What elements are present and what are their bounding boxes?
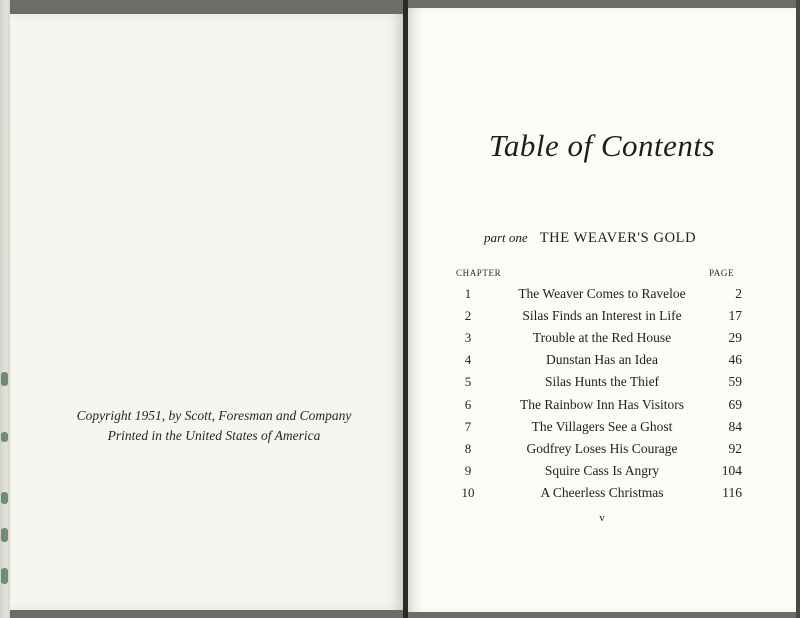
chapter-number: 1 (464, 286, 472, 301)
chapter-title: Squire Cass Is Angry (544, 463, 660, 478)
part-heading (484, 229, 696, 247)
chapter-page: 17 (728, 308, 742, 323)
part-name: THE WEAVER'S GOLD (539, 230, 697, 246)
chapter-title: The Villagers See a Ghost (531, 419, 673, 434)
chapter-page: 29 (728, 330, 742, 345)
toc-row (408, 286, 796, 308)
toc-row (408, 308, 796, 330)
chapter-page: 59 (728, 374, 742, 389)
chapter-title: Silas Hunts the Thief (544, 374, 660, 389)
toc-row (408, 485, 796, 507)
chapter-title: Dunstan Has an Idea (545, 352, 659, 367)
copyright-notice (74, 406, 354, 446)
chapter-page: 2 (735, 286, 742, 301)
page-folio: v (599, 512, 605, 524)
copyright-line: Copyright 1951, by Scott, Foresman and Company (76, 408, 352, 423)
chapter-number: 9 (464, 463, 472, 478)
chapter-page: 69 (728, 397, 742, 412)
toc-title: Table of Contents (488, 128, 716, 163)
chapter-number: 3 (464, 330, 472, 345)
spine-mark (1, 372, 8, 386)
toc-row (408, 441, 796, 463)
chapter-page: 92 (728, 441, 742, 456)
toc-row (408, 419, 796, 441)
chapter-number: 6 (464, 397, 472, 412)
toc-row (408, 374, 796, 396)
printed-line: Printed in the United States of America (107, 428, 321, 443)
chapter-page: 84 (728, 419, 742, 434)
chapter-title: The Rainbow Inn Has Visitors (520, 397, 684, 412)
chapter-title: A Cheerless Christmas (540, 485, 664, 500)
spine-mark (1, 568, 8, 584)
page-column-header: PAGE (709, 268, 735, 278)
chapter-title: Silas Finds an Interest in Life (522, 308, 682, 323)
chapter-number: 2 (464, 308, 472, 323)
spine-mark (1, 528, 8, 542)
chapter-title: Trouble at the Red House (532, 330, 672, 345)
chapter-number: 5 (464, 374, 472, 389)
chapter-title: Godfrey Loses His Courage (526, 441, 678, 456)
book-edge (796, 0, 800, 618)
chapter-title: The Weaver Comes to Raveloe (518, 286, 686, 301)
chapter-number: 8 (464, 441, 472, 456)
chapter-page: 104 (721, 463, 742, 478)
left-page (10, 14, 403, 610)
part-label: part one (484, 230, 528, 245)
chapter-number: 4 (464, 352, 472, 367)
toc-row (408, 463, 796, 485)
chapter-number: 10 (461, 485, 475, 500)
chapter-number: 7 (464, 419, 472, 434)
spine-mark (1, 492, 8, 504)
toc-row (408, 397, 796, 419)
chapter-column-header: CHAPTER (456, 268, 502, 278)
chapter-page: 116 (722, 485, 742, 500)
toc-row (408, 352, 796, 374)
book-spine-edge (0, 0, 10, 618)
chapter-page: 46 (728, 352, 742, 367)
spine-mark (1, 432, 8, 442)
toc-row (408, 330, 796, 352)
